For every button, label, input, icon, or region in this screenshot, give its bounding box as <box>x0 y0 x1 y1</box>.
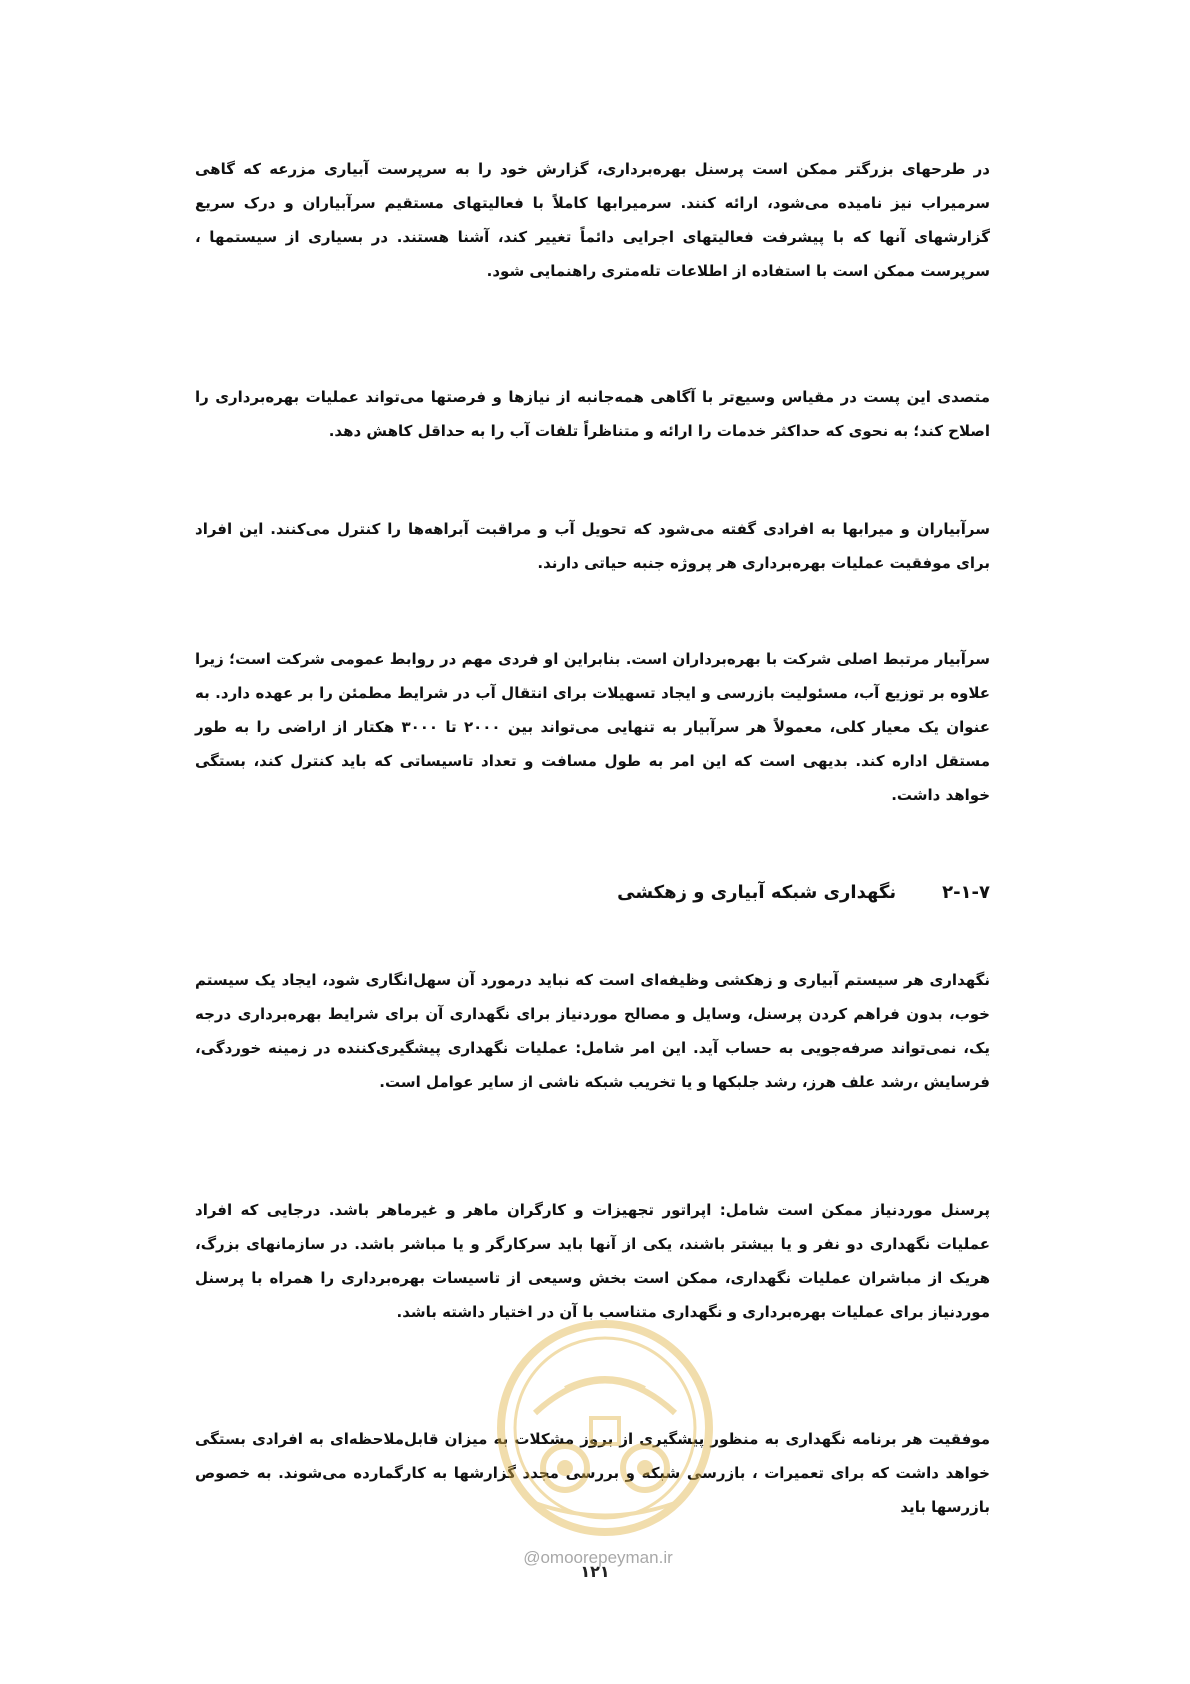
page-number: ۱۲۱ <box>580 1562 610 1581</box>
paragraph-maintenance-personnel: پرسنل موردنیاز ممکن است شامل: اپراتور تجهیزات و کارگران ماهر و غیرماهر باشد. درجایی که افراد عملیات نگهداری دو نفر و یا بیشتر باشند، یکی از آنها باید سرکارگر و یا مباشر باشد. در سازمانهای بزرگ، هریک از مباشران عملیات نگهداری، ممکن است بخش وسیعی از تاسیسات بهره‌برداری را همراه با پرسنل موردنیاز برای عملیات بهره‌برداری و نگهداری متناسب با آن در اختیار داشته باشد. <box>195 1201 990 1321</box>
paragraph-maintenance-duty: نگهداری هر سیستم آبیاری و زهکشی وظیفه‌ای است که نباید درمورد آن سهل‌انگاری شود، ایجاد یک سیستم خوب، بدون فراهم کردن پرسنل، وسایل و مصالح موردنیاز برای نگهداری آن برای شرایط بهره‌برداری درجه یک، نمی‌تواند صرفه‌جویی به حساب آید. این امر شامل: عملیات نگهداری پیشگیری‌کننده در زمینه خوردگی، فرسایش ،رشد علف هرز، رشد جلبکها و یا تخریب شبکه ناشی از سایر عوامل است. <box>195 971 990 1091</box>
paragraph-maintenance-success: موفقیت هر برنامه نگهداری به منظور پیشگیری از بروز مشکلات به میزان قابل‌ملاحظه‌ای به افرادی بستگی خواهد داشت که برای تعمیرات ، بازرسی شبکه و بررسی مجدد گزارشها به کارگمارده می‌شوند. به خصوص بازرسها باید <box>195 1430 990 1516</box>
paragraph-supervisor-reports: در طرحهای بزرگتر ممکن است پرسنل بهره‌برداری، گزارش خود را به سرپرست آبیاری مزرعه که گاهی سرمیراب نیز نامیده می‌شود، ارائه کنند. سرمیرابها کاملاً با فعالیتهای مستقیم سرآبیاران و درک سریع گزارشهای آنها که با پیشرفت فعالیتهای اجرایی دائماً تغییر کند، آشنا هستند. در بسیاری از سیستمها ، سرپرست ممکن است با استفاده از اطلاعات تله‌متری راهنمایی شود. <box>195 160 990 280</box>
section-heading <box>195 876 990 910</box>
section-number: ۲-۱-۷ <box>942 882 990 903</box>
paragraph-head-irrigators: سرآبیاران و میرابها به افرادی گفته می‌شود که تحویل آب و مراقبت آبراهه‌ها را کنترل می‌کنند. این افراد برای موفقیت عملیات بهره‌برداری هر پروژه جنبه حیاتی دارند. <box>195 520 990 572</box>
watermark-site-text: @omoorepeyman.ir <box>523 1548 673 1567</box>
paragraph-head-irrigator-role: سرآبیار مرتبط اصلی شرکت با بهره‌برداران است. بنابراین او فردی مهم در روابط عمومی شرکت است؛ زیرا علاوه بر توزیع آب، مسئولیت بازرسی و ایجاد تسهیلات برای انتقال آب در شرایط مطمئن را بر عهده دارد. به عنوان یک معیار کلی، معمولاً هر سرآبیار به تنهایی می‌تواند بین ۲۰۰۰ تا ۳۰۰۰ هکتار از اراضی را به طور مستقل اداره کند. بدیهی است که این امر به طول مسافت و تعداد تاسیساتی که باید کنترل کند، بستگی خواهد داشت. <box>195 650 990 804</box>
paragraph-post-holder: متصدی این پست در مقیاس وسیع‌تر با آگاهی همه‌جانبه از نیازها و فرصتها می‌تواند عملیات بهره‌برداری را اصلاح کند؛ به نحوی که حداکثر خدمات را ارائه و متناظراً تلفات آب را به حداقل کاهش دهد. <box>195 388 990 440</box>
section-title: نگهداری شبکه آبیاری و زهکشی <box>617 882 897 903</box>
